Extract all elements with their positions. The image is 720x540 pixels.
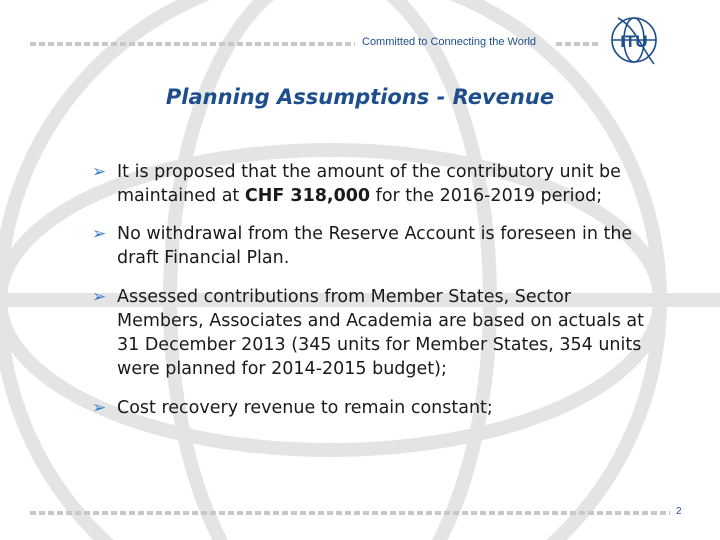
slide-title: Planning Assumptions - Revenue [165, 85, 555, 109]
bullet-emphasis: CHF 318,000 [244, 186, 371, 206]
header-rule-right [556, 42, 600, 46]
bullet-text: Cost recovery revenue to remain constant; [117, 398, 493, 418]
bullet-item [92, 285, 662, 381]
header-rule-left [30, 42, 355, 46]
footer-rule [30, 511, 670, 515]
page-number: 2 [676, 506, 682, 517]
arrow-bullet-icon: ➢ [92, 162, 107, 182]
itu-logo-text: ITU [620, 32, 648, 51]
bullet-text: for the 2016-2019 period; [370, 186, 603, 206]
bullet-item [92, 160, 662, 208]
bullet-text: It is proposed that the amount of the contributory unit be maintained at [117, 162, 621, 206]
arrow-bullet-icon: ➢ [92, 287, 107, 307]
arrow-bullet-icon: ➢ [92, 224, 107, 244]
bullet-list [92, 160, 662, 420]
header-tagline: Committed to Connecting the World [362, 36, 537, 48]
bullet-text: Assessed contributions from Member States, Sector Members, Associates and Academia are based on actuals at 31 December 2013 (345 units for Member States, 354 units were planned for 2014-2015 budget); [117, 287, 644, 379]
arrow-bullet-icon: ➢ [92, 398, 107, 418]
bullet-text: No withdrawal from the Reserve Account is foreseen in the draft Financial Plan. [117, 224, 633, 268]
bullet-item [92, 222, 662, 270]
bullet-item [92, 396, 662, 420]
itu-logo [604, 8, 664, 68]
